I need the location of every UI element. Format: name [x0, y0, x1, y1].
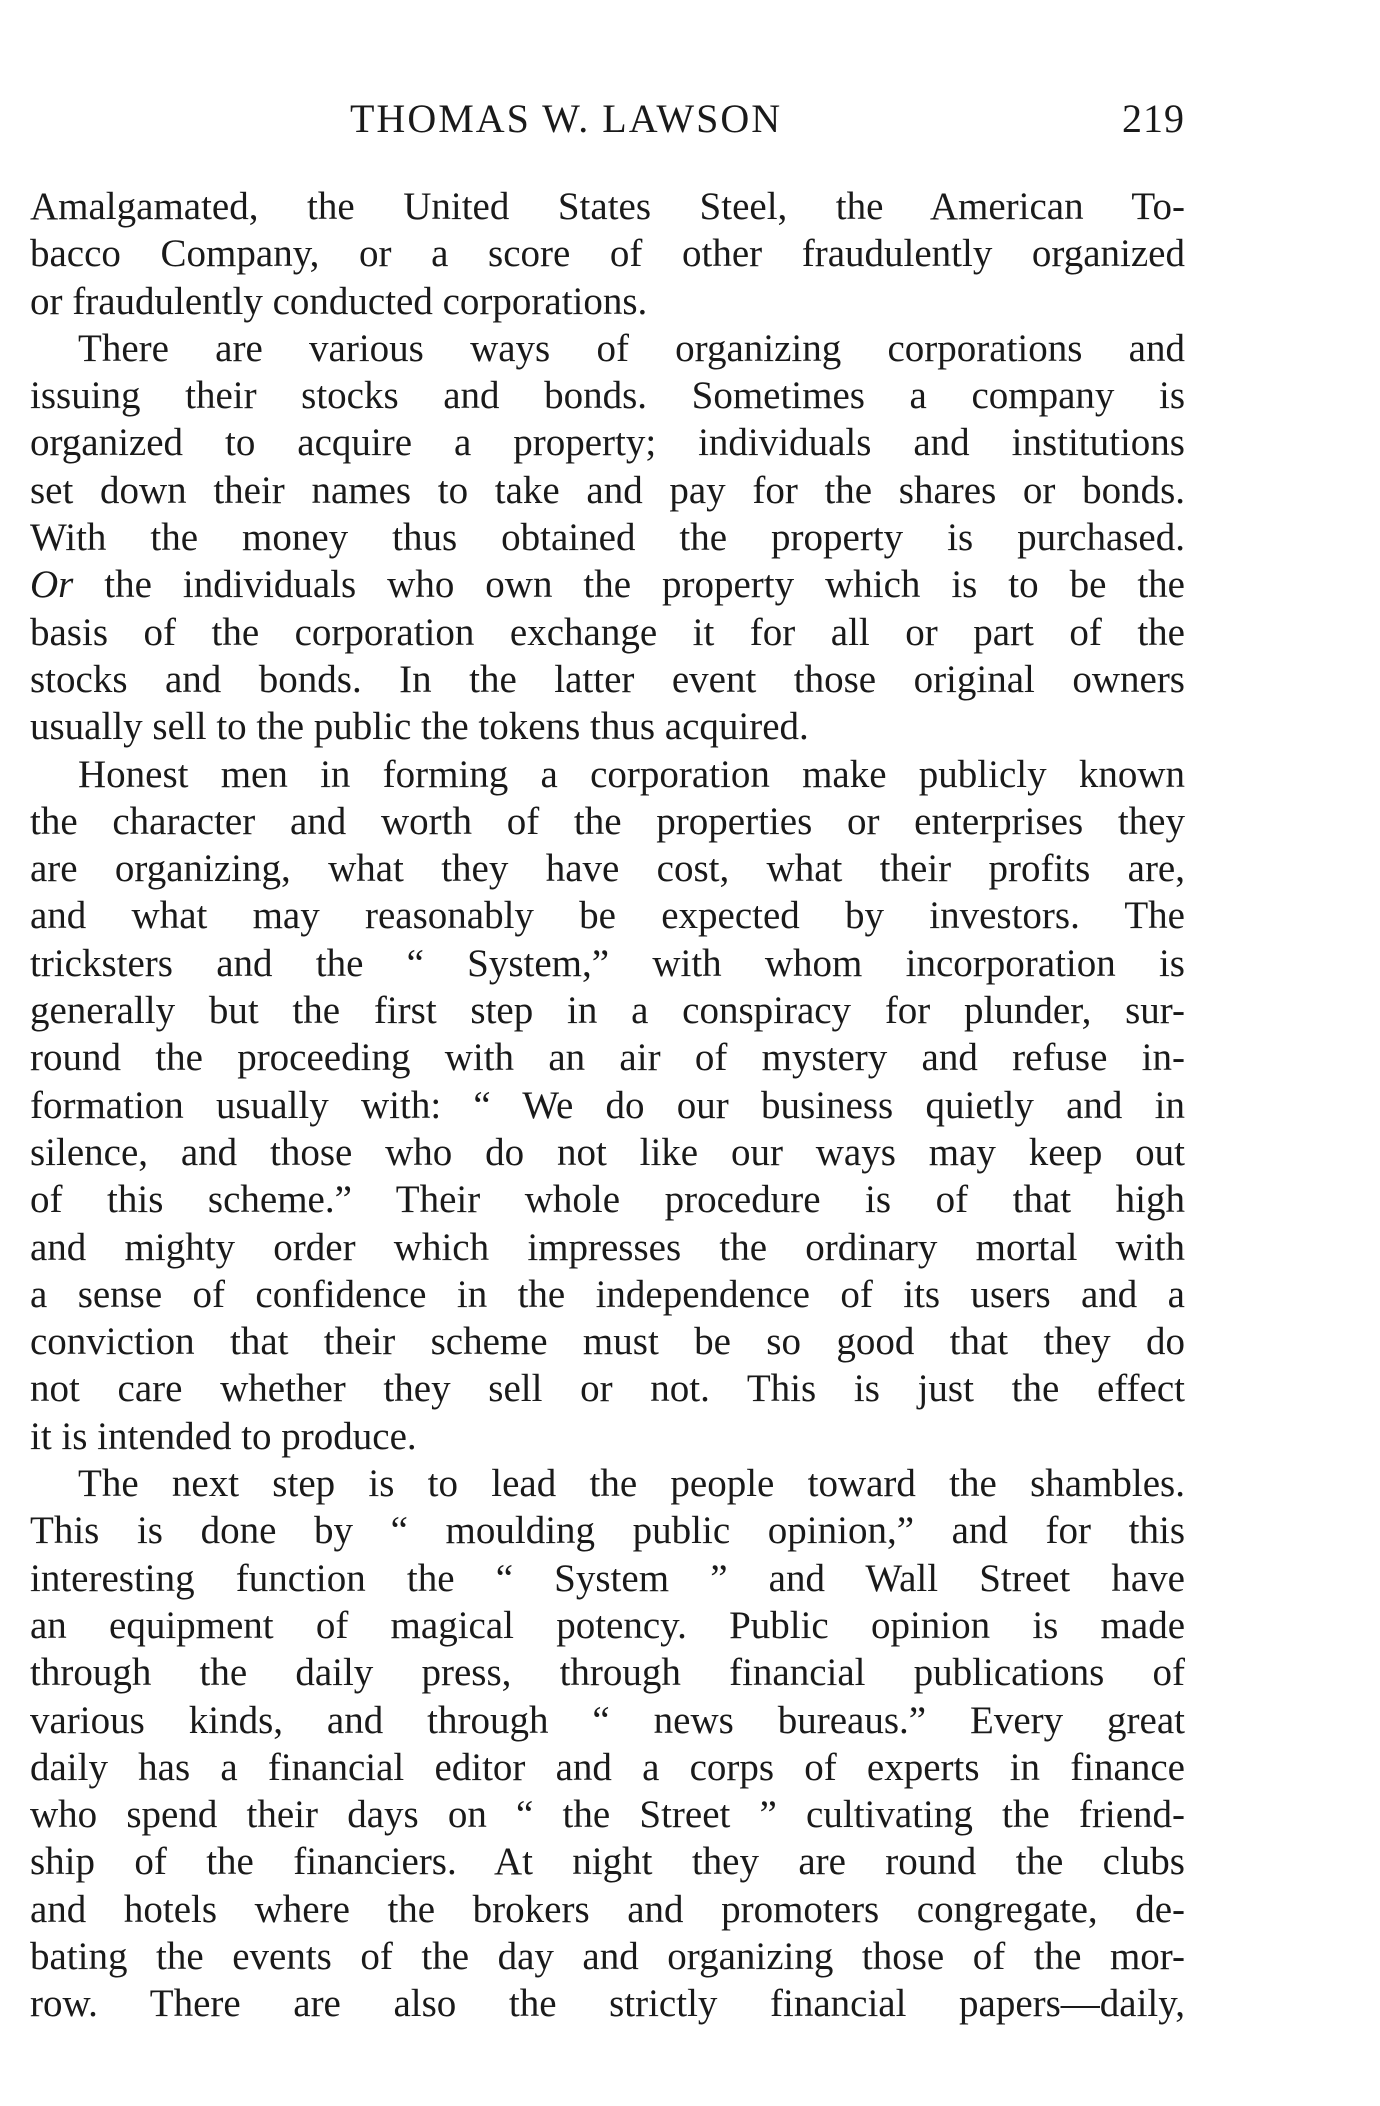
text-line: are organizing, what they have cost, what their profits are, — [30, 847, 1185, 891]
line-remainder: the individuals who own the property which is to be the — [73, 563, 1185, 607]
running-title: THOMAS W. LAWSON — [350, 96, 783, 141]
text-line: and what may reasonably be expected by investors. The — [30, 894, 1185, 938]
body-text — [30, 183, 1185, 2028]
text-line: ship of the financiers. At night they are round the clubs — [30, 1840, 1185, 1884]
text-line: Amalgamated, the United States Steel, the American To- — [30, 185, 1185, 228]
text-line: generally but the first step in a conspiracy for plunder, sur- — [30, 989, 1185, 1033]
text-line: daily has a financial editor and a corps of experts in finance — [30, 1745, 1185, 1789]
text-line: formation usually with: “ We do our business quietly and in — [30, 1083, 1185, 1127]
text-line — [30, 561, 1185, 608]
text-line: bacco Company, or a score of other fraudulently organized — [30, 232, 1185, 276]
text-line: it is intended to produce. — [30, 1414, 417, 1458]
page-number: 219 — [1122, 96, 1185, 141]
text-line: an equipment of magical potency. Public opinion is made — [30, 1603, 1185, 1647]
italic-word: Or — [30, 563, 74, 607]
text-line: There are various ways of organizing corporations and — [78, 326, 1185, 370]
text-line: bating the events of the day and organizing those of the mor- — [30, 1934, 1185, 1978]
text-line: the character and worth of the properties or enterprises they — [30, 799, 1185, 843]
text-line: tricksters and the “ System,” with whom incorporation is — [30, 941, 1185, 985]
text-line: With the money thus obtained the property is purchased. — [30, 516, 1185, 560]
text-line: This is done by “ moulding public opinion,” and for this — [30, 1509, 1185, 1553]
text-line: row. There are also the strictly financial papers—daily, — [30, 1982, 1185, 2026]
text-line: interesting function the “ System ” and Wall Street have — [30, 1556, 1185, 1600]
text-line: or fraudulently conducted corporations. — [30, 279, 648, 323]
text-line: who spend their days on “ the Street ” cultivating the friend- — [30, 1793, 1185, 1837]
text-line: The next step is to lead the people toward the shambles. — [78, 1462, 1185, 1506]
text-line: conviction that their scheme must be so good that they do — [30, 1320, 1185, 1364]
text-line: basis of the corporation exchange it for all or part of the — [30, 610, 1185, 654]
text-line: Honest men in forming a corporation make publicly known — [78, 752, 1185, 796]
text-line: issuing their stocks and bonds. Sometimes a company is — [30, 374, 1185, 418]
text-line: through the daily press, through financial publications of — [30, 1651, 1185, 1695]
book-page — [30, 95, 1185, 2028]
text-line: set down their names to take and pay for the shares or bonds. — [30, 468, 1185, 512]
text-line: round the proceeding with an air of mystery and refuse in- — [30, 1036, 1185, 1080]
text-line: various kinds, and through “ news bureaus.” Every great — [30, 1698, 1185, 1742]
text-line: not care whether they sell or not. This is just the effect — [30, 1367, 1185, 1411]
text-line: silence, and those who do not like our ways may keep out — [30, 1130, 1185, 1174]
text-line: of this scheme.” Their whole procedure is of that high — [30, 1178, 1185, 1222]
text-line: usually sell to the public the tokens thus acquired. — [30, 705, 809, 749]
text-line: a sense of confidence in the independence of its users and a — [30, 1272, 1185, 1316]
text-line: and hotels where the brokers and promoters congregate, de- — [30, 1887, 1185, 1931]
text-line: and mighty order which impresses the ordinary mortal with — [30, 1225, 1185, 1269]
text-line: stocks and bonds. In the latter event those original owners — [30, 657, 1185, 701]
running-head — [30, 95, 1185, 155]
text-line: organized to acquire a property; individuals and institutions — [30, 421, 1185, 465]
